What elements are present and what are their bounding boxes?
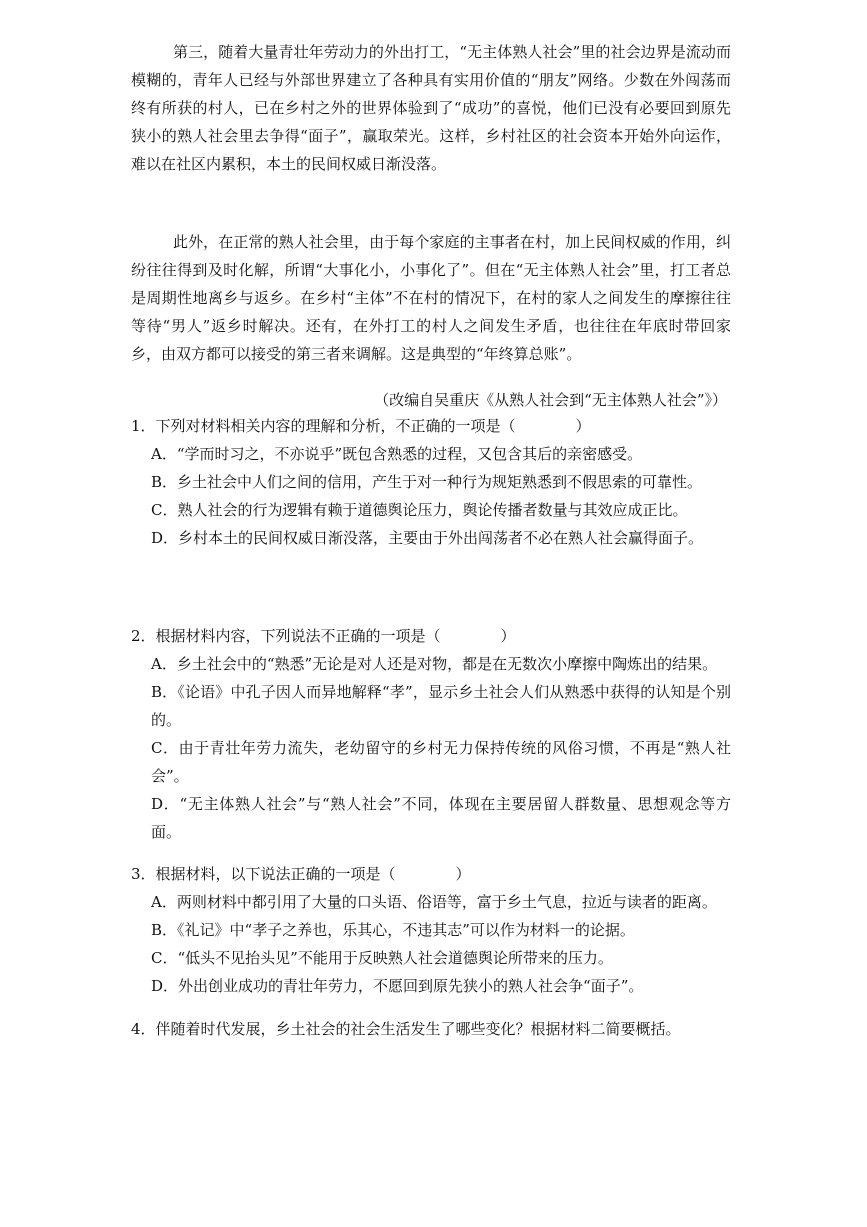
option-a: A．“学而时习之，不亦说乎”既包含熟悉的过程，又包含其后的亲密感受。 [151, 445, 643, 463]
question-stem: 4．伴随着时代发展，乡土社会的社会生活发生了哪些变化？根据材料二简要概括。 [131, 1020, 681, 1038]
option-c: C．“低头不见抬头见”不能用于反映熟人社会道德舆论所带来的压力。 [151, 949, 613, 967]
option-b: B．乡土社会中人们之间的信用，产生于对一种行为规矩熟悉到不假思索的可靠性。 [151, 473, 703, 491]
option-d: D．乡村本土的民间权威日渐没落，主要由于外出闯荡者不必在熟人社会赢得面子。 [151, 529, 704, 547]
option-b: B．《礼记》中“孝子之养也，乐其心，不违其志”可以作为材料一的论据。 [151, 921, 635, 939]
option-d: D．外出创业成功的青壮年劳力，不愿回到原先狭小的熟人社会争“面子”。 [151, 977, 644, 995]
option-b: B．《论语》中孔子因人而异地解释“孝”，显示乡土社会人们从熟悉中获得的认知是个别的。 [151, 683, 731, 729]
question-4 [131, 1015, 731, 1043]
passage-paragraph-1: 第三，随着大量青壮年劳动力的外出打工，“无主体熟人社会”里的社会边界是流动而模糊的，青年人已经与外部世界建立了各种具有实用价值的“朋友”网络。少数在外闯荡而终有所获的村人，已在乡村之外的世界体验到了“成功”的喜悦，他们已没有必要回到原先狭小的熟人社会里去争得“面子”，赢取荣光。这样，乡村社区的社会资本开始外向运作，难以在社区内累积，本土的民间权威日渐没落。 [131, 43, 731, 173]
question-stem: 2．根据材料内容，下列说法不正确的一项是（ ） [131, 627, 516, 645]
option-c: C．由于青壮年劳力流失，老幼留守的乡村无力保持传统的风俗习惯，不再是“熟人社会”。 [151, 739, 731, 785]
passage-source: （改编自吴重庆《从熟人社会到“无主体熟人社会”》） [374, 391, 727, 409]
question-stem: 1．下列对材料相关内容的理解和分析，不正确的一项是（ ） [131, 417, 591, 435]
question-1 [131, 412, 731, 552]
passage-paragraph-2: 此外，在正常的熟人社会里，由于每个家庭的主事者在村，加上民间权威的作用，纠纷往往得到及时化解，所谓“大事化小，小事化了”。但在“无主体熟人社会”里，打工者总是周期性地离乡与返乡。在乡村“主体”不在村的情况下，在村的家人之间发生的摩擦往往等待“男人”返乡时解决。还有，在外打工的村人之间发生矛盾，也往往在年底时带回家乡，由双方都可以接受的第三者来调解。这是典型的“年终算总账”。 [131, 233, 731, 363]
option-a: A．两则材料中都引用了大量的口头语、俗语等，富于乡土气息，拉近与读者的距离。 [151, 893, 717, 911]
question-stem: 3．根据材料，以下说法正确的一项是（ ） [131, 865, 471, 883]
option-d: D．“无主体熟人社会”与“熟人社会”不同，体现在主要居留人群数量、思想观念等方面。 [151, 795, 731, 841]
question-2 [131, 622, 731, 846]
question-3 [131, 860, 731, 1000]
option-c: C．熟人社会的行为逻辑有赖于道德舆论压力，舆论传播者数量与其效应成正比。 [151, 501, 688, 519]
option-a: A．乡土社会中的“熟悉”无论是对人还是对物，都是在无数次小摩擦中陶炼出的结果。 [151, 655, 718, 673]
